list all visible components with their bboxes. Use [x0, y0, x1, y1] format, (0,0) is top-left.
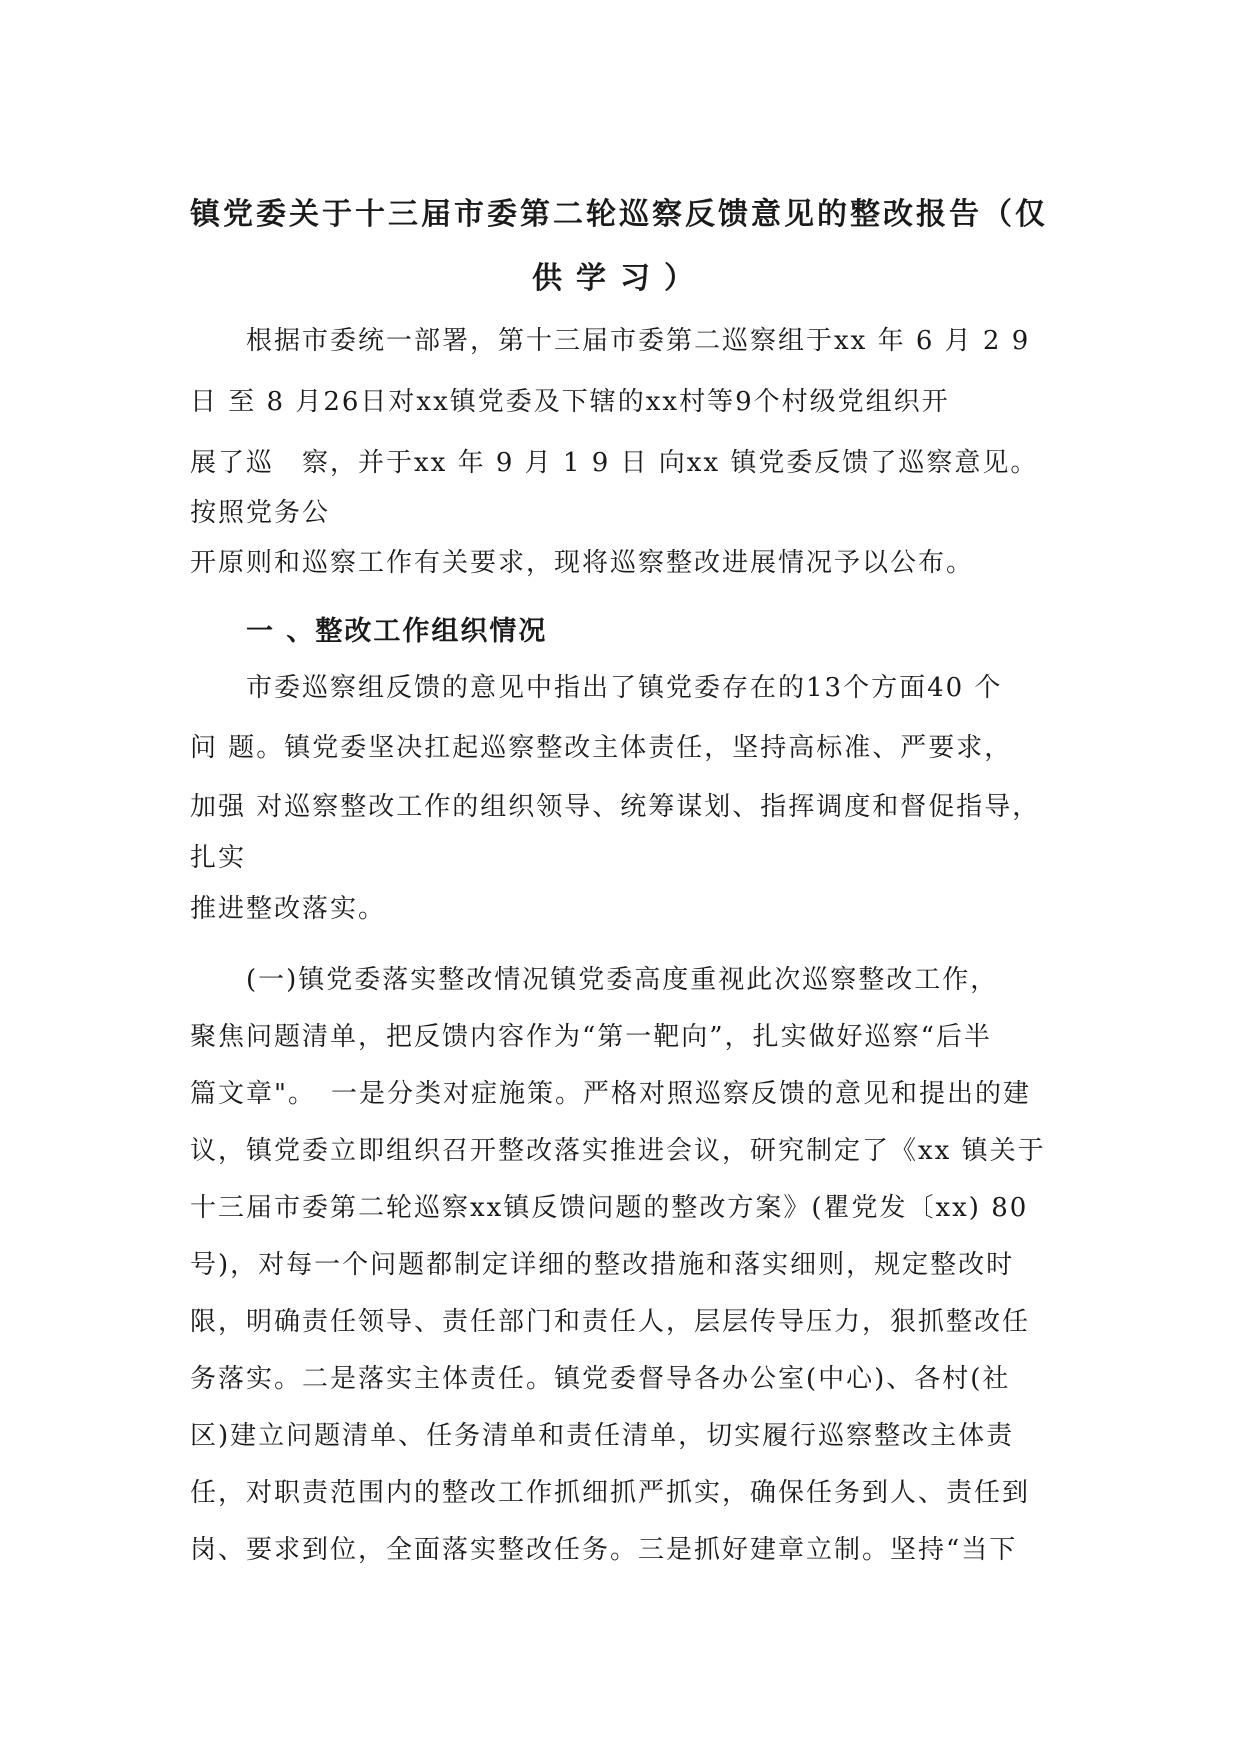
body-line: 十三届市委第二轮巡察xx镇反馈问题的整改方案》(瞿党发〔xx) 80	[190, 1193, 1029, 1223]
body-line: 推进整改落实。	[190, 894, 387, 924]
body-line: 扎实	[190, 843, 247, 873]
body-line: 市委巡察组反馈的意见中指出了镇党委存在的13个方面40 个	[190, 673, 1003, 703]
body-line: 号)，对每一个问题都制定详细的整改措施和落实细则，规定整改时	[190, 1250, 1015, 1280]
document-title-line-2: 供学习）	[532, 261, 708, 296]
body-line: 开原则和巡察工作有关要求，现将巡察整改进展情况予以公布。	[190, 548, 975, 578]
body-line: 区)建立问题清单、任务清单和责任清单，切实履行巡察整改主体责	[190, 1421, 1015, 1451]
body-line: 岗、要求到位，全面落实整改任务。三是抓好建章立制。坚持“当下	[190, 1535, 1018, 1565]
body-line: 问 题。镇党委坚决扛起巡察整改主体责任，坚持高标准、严要求，	[190, 733, 1013, 763]
body-line: 按照党务公	[190, 498, 331, 528]
body-line: 议，镇党委立即组织召开整改落实推进会议，研究制定了《xx 镇关于	[190, 1136, 1046, 1166]
body-line: 根据市委统一部署，第十三届市委第二巡察组于xx 年 6 月 2 9	[190, 326, 1031, 356]
body-line: 加强 对巡察整改工作的组织领导、统筹谋划、指挥调度和督促指导，	[190, 792, 1041, 822]
document-title-line-1: 镇党委关于十三届市委第二轮巡察反馈意见的整改报告（仅	[190, 197, 1048, 232]
body-line: 篇文章"。 一是分类对症施策。严格对照巡察反馈的意见和提出的建	[190, 1079, 1031, 1109]
body-line: 聚焦问题清单，把反馈内容作为“第一靶向”，扎实做好巡察“后半	[190, 1022, 992, 1052]
section-heading: 一 、整改工作组织情况	[246, 616, 548, 647]
body-line: 任，对职责范围内的整改工作抓细抓严抓实，确保任务到人、责任到	[190, 1478, 1031, 1508]
body-line: (一)镇党委落实整改情况镇党委高度重视此次巡察整改工作，	[190, 965, 999, 995]
body-line: 展了巡 察，并于xx 年 9 月 1 9 日 向xx 镇党委反馈了巡察意见。	[190, 448, 1039, 478]
body-line: 务落实。二是落实主体责任。镇党委督导各办公室(中心)、各村(社	[190, 1364, 1011, 1394]
body-line: 日 至 8 月26日对xx镇党委及下辖的xx村等9个村级党组织开	[190, 387, 950, 417]
body-line: 限，明确责任领导、责任部门和责任人，层层传导压力，狠抓整改任	[190, 1307, 1031, 1337]
